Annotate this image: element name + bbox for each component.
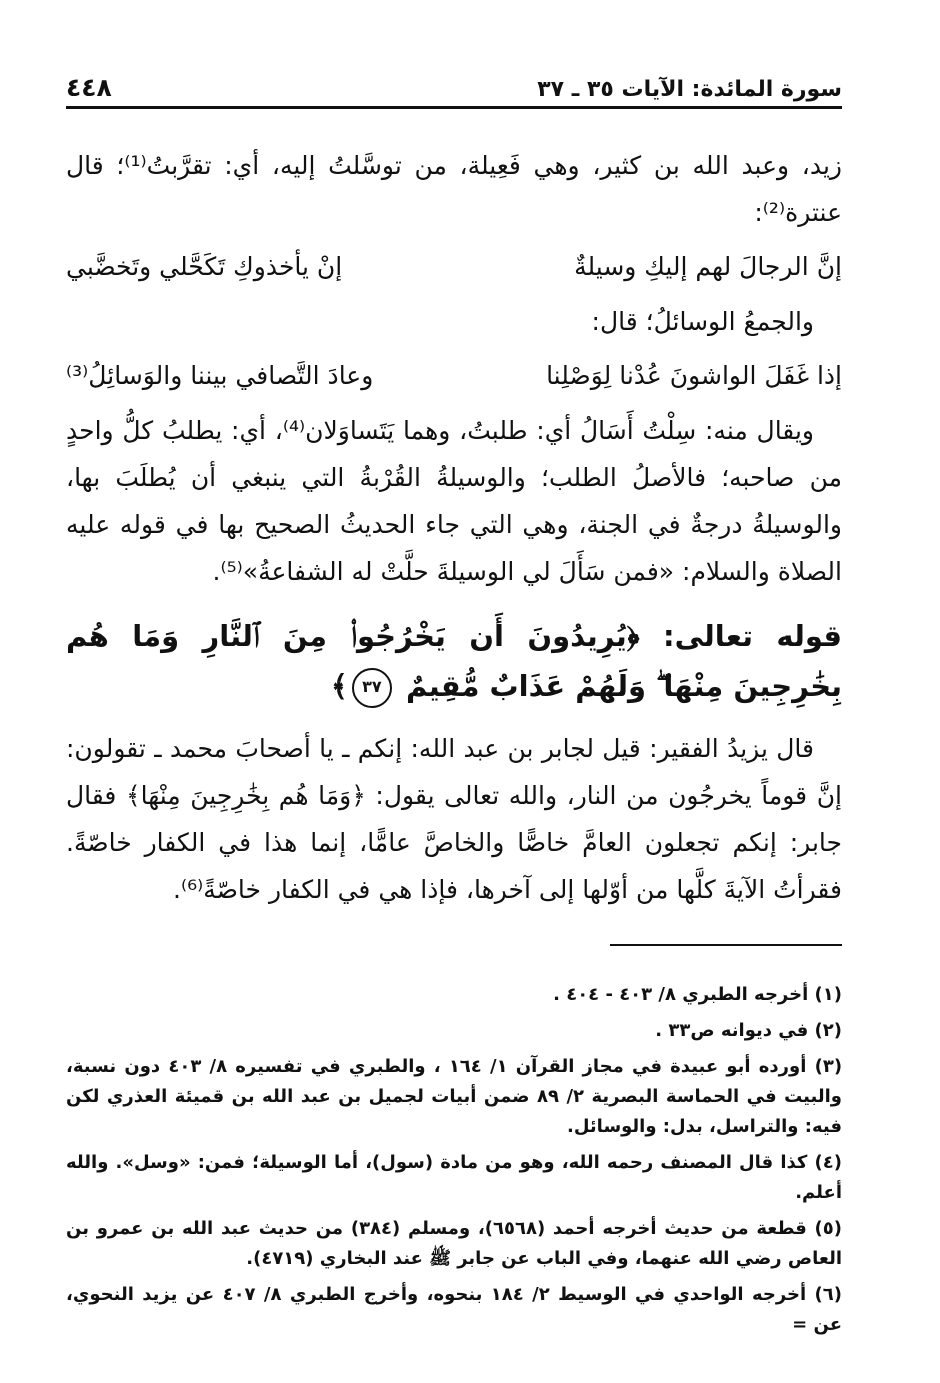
poetry-verse-1 <box>66 242 842 292</box>
quran-verse-heading <box>66 611 842 711</box>
quran-intro: قوله تعالى: <box>639 619 842 653</box>
main-text <box>66 142 842 913</box>
quran-text: ﴿يُرِيدُونَ أَن يَخْرُجُوا۟ مِنَ ٱلنَّارِ وَمَا هُم بِخَٰرِجِينَ مِنْهَا ۖ وَلَهُمْ عَذَابٌ مُّقِيمٌ <box>66 619 842 703</box>
footnote-6: (٦) أخرجه الواحدي في الوسيط ٢/ ١٨٤ بنحوه، وأخرج الطبري ٨/ ٤٠٧ عن يزيد النحوي، عن = <box>66 1284 843 1335</box>
verse-1-first-hemistich: إنَّ الرجالَ لهم إليكِ وسيلةٌ <box>574 252 842 281</box>
paragraph-2: والجمعُ الوسائلُ؛ قال: <box>591 307 814 336</box>
footnote-2: (٢) في ديوانه ص٣٣ . <box>655 1020 842 1041</box>
header-rule <box>66 106 842 109</box>
footnote-4: (٤) كذا قال المصنف رحمه الله، وهو من مادة (سول)، أما الوسيلة؛ فمن: «وسل». والله أعلم. <box>66 1152 842 1203</box>
paragraph-4: قال يزيدُ الفقير: قيل لجابر بن عبد الله: إنكم ـ يا أصحابَ محمد ـ تقولون: إنَّ قوماً يخرجُون من النار، والله تعالى يقول: ﴿وَمَا هُم بِخَٰرِجِينَ مِنْهَا﴾ فقال جابر: إنكم تجعلون العامَّ خاصًّا والخاصَّ عامًّا، إنما هذا في الكفار خاصّةً. فقرأتُ الآيةَ كلَّها من أوّلها إلى آخرها، فإذا هي في الكفار خاصّةً⁽⁶⁾. <box>66 734 842 904</box>
footnote-3: (٣) أورده أبو عبيدة في مجاز القرآن ١/ ١٦٤ ، والطبري في تفسيره ٨/ ٤٠٣ دون نسبة، والبيت في الحماسة البصرية ٢/ ٨٩ ضمن أبيات لجميل بن عبد الله بن قميئة العذري لكن فيه: والتراسل، بدل: والوسائل. <box>66 1056 843 1137</box>
footnotes <box>66 980 842 1346</box>
paragraph-1: زيد، وعبد الله بن كثير، وهي فَعِيلة، من توسَّلتُ إليه، أي: تقرَّبتُ⁽¹⁾؛ قال عنترة⁽²⁾: <box>66 151 842 227</box>
footnote-5: (٥) قطعة من حديث أخرجه أحمد (٦٥٦٨)، ومسلم (٣٨٤) من حديث عبد الله بن عمرو بن العاص رضي الله عنهما، وفي الباب عن جابر ﷺ عند البخاري (٤٧١٩). <box>66 1218 843 1269</box>
footnote-separator <box>610 944 842 946</box>
ayah-number-marker: ٣٧ <box>352 668 392 708</box>
verse-1-second-hemistich: إنْ يأخذوكِ تَكَحَّلي وتَخضَّبي <box>66 252 343 281</box>
page-header <box>66 64 842 102</box>
page-number: ٤٤٨ <box>66 73 112 102</box>
quran-close-bracket: ﴾ <box>330 669 348 703</box>
verse-2-first-hemistich: إذا غَفَلَ الواشونَ عُدْنا لِوَصْلِنا <box>546 361 842 390</box>
paragraph-3: ويقال منه: سِلْتُ أَسَالُ أي: طلبتُ، وهما يَتَساوَلان⁽⁴⁾، أي: يطلبُ كلُّ واحدٍ من صاحبه؛ فالأصلُ الطلب؛ والوسيلةُ القُرْبةُ التي ينبغي أن يُطلَبَ بها، والوسيلةُ درجةٌ في الجنة، وهي التي جاء الحديثُ الصحيح بها في قوله عليه الصلاة والسلام: «فمن سَأَلَ لي الوسيلةَ حلَّتْ له الشفاعةُ»⁽⁵⁾. <box>66 416 842 586</box>
running-title: سورة المائدة: الآيات ٣٥ ـ ٣٧ <box>537 77 842 102</box>
footnote-1: (١) أخرجه الطبري ٨/ ٤٠٣ - ٤٠٤ . <box>553 984 842 1005</box>
poetry-verse-2 <box>66 351 842 401</box>
verse-2-second-hemistich: وعادَ التَّصافي بيننا والوَسائِلُ⁽³⁾ <box>66 361 374 390</box>
